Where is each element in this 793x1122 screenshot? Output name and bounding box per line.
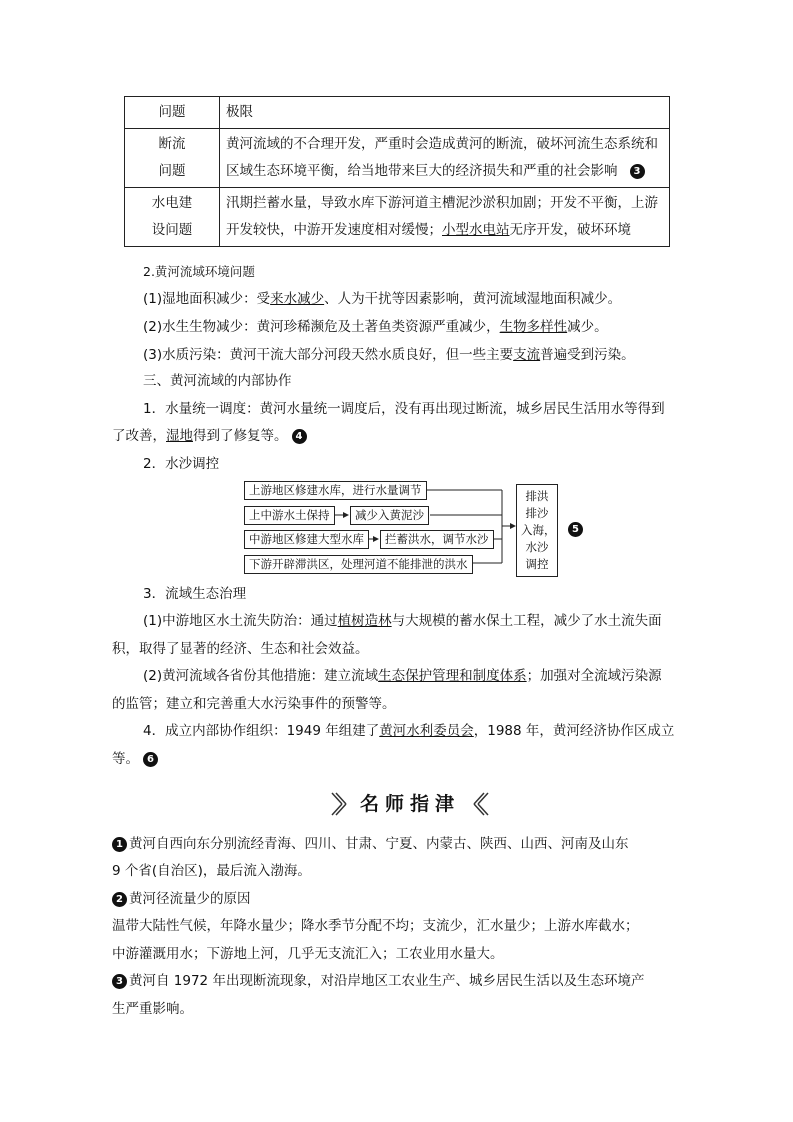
- result-line: 排洪: [525, 489, 549, 503]
- underlined-term: 湿地: [166, 428, 193, 444]
- row-content: [220, 129, 670, 188]
- underlined-term: 黄河水利委员会: [379, 723, 474, 739]
- paragraph-line: 等。 6: [112, 745, 682, 773]
- paragraph-line: (2)黄河流域各省份其他措施：建立流域生态保护管理和制度体系；加强对全流域污染源: [143, 668, 662, 684]
- list-item: (1)湿地面积减少：受来水减少、人为干扰等因素影响，黄河流域湿地面积减少。: [143, 291, 622, 307]
- section-heading: 三、黄河流域的内部协作: [143, 373, 292, 389]
- paragraph-line: 的监管；建立和完善重大水污染事件的预警等。: [112, 696, 396, 712]
- diagram-box: 上中游水土保持: [244, 506, 335, 525]
- row-label-line: 断流: [158, 136, 186, 152]
- underlined-term: 生物多样性: [499, 319, 568, 335]
- row-label-line: 设问题: [151, 222, 193, 238]
- row-content-line: [226, 158, 663, 185]
- guide-title: 名师指津: [359, 793, 460, 815]
- underlined-term: 小型水电站: [442, 222, 510, 238]
- note-line: 1 黄河自西向东分别流经青海、四川、甘肃、宁夏、内蒙古、陕西、山西、河南及山东: [112, 830, 682, 858]
- paragraph-line: (1)中游地区水土流失防治：通过植树造林与大规模的蓄水保土工程，减少了水土流失面: [143, 613, 662, 629]
- note-line: 2 黄河径流量少的原因: [112, 885, 682, 913]
- result-line: 入海，: [521, 523, 556, 537]
- result-line: 排沙: [525, 506, 549, 520]
- underlined-term: 植树造林: [337, 613, 392, 629]
- list-item: (3)水质污染：黄河干流大部分河段天然水质良好，但一些主要支流普遍受到污染。: [143, 347, 635, 363]
- row-label: [125, 129, 220, 188]
- paragraph-line: 积，取得了显著的经济、生态和社会效益。: [112, 641, 369, 657]
- paragraph-line: 4．成立内部协作组织：1949 年组建了黄河水利委员会，1988 年，黄河经济协作区成立: [143, 723, 675, 739]
- underlined-term: 来水减少: [270, 291, 325, 307]
- row-content-text: 开发较快，中游开发速度相对缓慢；: [226, 222, 442, 238]
- note-marker-icon: 6: [143, 752, 158, 767]
- table-row: [125, 129, 670, 188]
- diagram-box: 拦蓄洪水，调节水沙: [380, 530, 494, 549]
- row-label-line: 问题: [158, 163, 186, 179]
- diagram-box: 下游开辟滞洪区，处理河道不能排泄的洪水: [244, 555, 473, 574]
- note-marker-icon: 1: [112, 837, 127, 852]
- table-header-row: [125, 97, 670, 129]
- problems-table: [124, 96, 670, 247]
- section-heading: 2.黄河流域环境问题: [143, 264, 255, 279]
- diagram-box: 减少入黄泥沙: [350, 506, 429, 525]
- note-line: 生严重影响。: [112, 1001, 193, 1017]
- row-content-line: 汛期拦蓄水量，导致水库下游河道主槽泥沙淤积加剧；开发不平衡，上游: [226, 195, 658, 211]
- result-line: 水沙: [525, 540, 549, 554]
- subsection-heading: 3．流域生态治理: [143, 586, 247, 602]
- note-marker-icon: 3: [112, 974, 127, 989]
- underlined-term: 生态保护管理和制度体系: [378, 668, 527, 684]
- note-marker-icon: 5: [568, 522, 583, 537]
- diagram-box: 中游地区修建大型水库: [244, 530, 369, 549]
- diagram-result-box: [516, 484, 558, 577]
- note-marker-icon: 2: [112, 892, 127, 907]
- note-marker-icon: 3: [630, 164, 645, 179]
- note-line: 3 黄河自 1972 年出现断流现象，对沿岸地区工农业生产、城乡居民生活以及生态环境产: [112, 967, 682, 995]
- row-content: [220, 188, 670, 247]
- table-header-cell: 问题: [125, 97, 220, 129]
- row-content-line: 黄河流域的不合理开发，严重时会造成黄河的断流，破坏河流生态系统和: [226, 136, 658, 152]
- paragraph-line: 1．水量统一调度：黄河水量统一调度后，没有再出现过断流，城乡居民生活用水等得到: [143, 401, 665, 417]
- underlined-term: 支流: [513, 347, 541, 363]
- diagram-box: 上游地区修建水库，进行水量调节: [244, 481, 427, 500]
- table-header-cell: 极限: [220, 97, 670, 129]
- row-content-text: 区域生态环境平衡，给当地带来巨大的经济损失和严重的社会影响: [226, 163, 618, 179]
- guide-header: [330, 789, 490, 819]
- note-line: 中游灌溉用水；下游地上河，几乎无支流汇入；工农业用水量大。: [112, 946, 504, 962]
- list-item: (2)水生生物减少：黄河珍稀濒危及土著鱼类资源严重减少，生物多样性减少。: [143, 319, 608, 335]
- note-marker-icon: 4: [292, 429, 307, 444]
- note-line: 9 个省(自治区)，最后流入渤海。: [112, 863, 311, 879]
- subsection-heading: 2．水沙调控: [143, 456, 220, 472]
- row-content-line: [226, 217, 663, 244]
- row-label-line: 水电建: [151, 195, 193, 211]
- result-line: 调控: [525, 557, 549, 571]
- table-row: [125, 188, 670, 247]
- paragraph-line: 了改善，湿地得到了修复等。 4: [112, 422, 682, 450]
- note-line: 温带大陆性气候，年降水量少；降水季节分配不均；支流少，汇水量少；上游水库截水；: [112, 918, 639, 934]
- row-content-text: 无序开发，破坏环境: [509, 222, 631, 238]
- row-label: [125, 188, 220, 247]
